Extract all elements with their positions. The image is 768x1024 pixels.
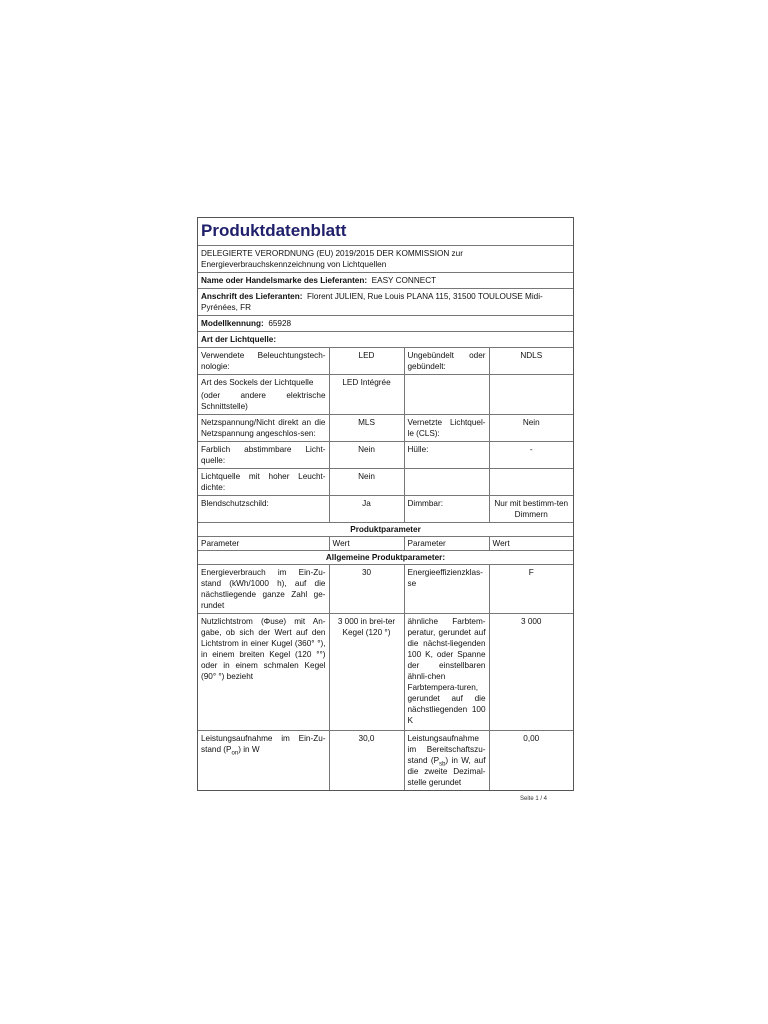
param-label-text: Leistungsaufnahme im Bereitschaftszu-stand (P	[407, 734, 486, 765]
model-label: Modellkennung:	[201, 319, 264, 328]
supplier-address-label: Anschrift des Lieferanten:	[201, 292, 303, 301]
page-title: Produktdatenblatt	[198, 218, 573, 246]
param-value: 3 000	[489, 614, 573, 731]
param-label-text: ) in W, auf die zweite Dezimal-stelle gerundet	[407, 756, 486, 787]
param-value	[489, 375, 573, 415]
param-label	[404, 731, 489, 791]
general-parameters-heading: Allgemeine Produktparameter:	[198, 551, 573, 565]
product-parameters-table	[198, 522, 573, 790]
column-header-row	[198, 537, 573, 551]
param-value: Nein	[329, 442, 404, 469]
table-row	[198, 731, 573, 791]
param-label: Energieeffizienzklas-se	[404, 565, 489, 614]
param-label: Dimmbar:	[404, 496, 489, 523]
supplier-address-row	[198, 289, 573, 316]
param-label: Netzspannung/Nicht direkt an die Netzspannung angeschlos-sen:	[198, 415, 329, 442]
subscript: sb	[439, 761, 446, 768]
param-value: 30	[329, 565, 404, 614]
supplier-name-value: EASY CONNECT	[371, 276, 437, 285]
section-heading-row	[198, 523, 573, 537]
supplier-address-value: Florent JULIEN, Rue Louis PLANA 115, 31500 TOULOUSE Midi-Pyrénées, FR	[201, 292, 543, 312]
param-label: ähnliche Farbtem-peratur, gerundet auf die nächst-liegenden 100 K, oder Spanne der einstellbaren ähnli-chen Farbtempera-turen, gerundet auf die nächstliegenden 100 K	[404, 614, 489, 731]
param-label-text: ) in W	[238, 745, 260, 754]
product-data-sheet	[197, 217, 574, 791]
param-value: -	[489, 442, 573, 469]
param-value: F	[489, 565, 573, 614]
param-label-line: Art des Sockels der Lichtquelle	[201, 378, 314, 387]
table-row	[198, 415, 573, 442]
light-source-type-table	[198, 348, 573, 522]
param-label: Hülle:	[404, 442, 489, 469]
param-value: 0,00	[523, 734, 540, 743]
table-row	[198, 348, 573, 375]
table-row	[198, 496, 573, 523]
param-label: Energieverbrauch im Ein-Zu-stand (kWh/1000 h), auf die nächstliegende ganze Zahl ge-rundet	[198, 565, 329, 614]
supplier-name-row	[198, 273, 573, 289]
page-number: Seite 1 / 4	[520, 796, 548, 802]
section-heading-row	[198, 551, 573, 565]
regulation-text: DELEGIERTE VERORDNUNG (EU) 2019/2015 DER KOMMISSION zur Energieverbrauchskennzeichnung von Lichtquellen	[198, 246, 573, 273]
model-row	[198, 316, 573, 332]
model-value: 65928	[268, 319, 292, 328]
param-value: Ja	[329, 496, 404, 523]
param-value	[489, 469, 573, 496]
param-value: 30,0	[329, 731, 404, 791]
table-row	[198, 614, 573, 731]
param-value: LED	[329, 348, 404, 375]
light-source-type-heading: Art der Lichtquelle:	[198, 332, 573, 348]
column-header: Parameter	[198, 537, 329, 551]
param-label	[198, 375, 329, 415]
param-value: MLS	[329, 415, 404, 442]
table-row	[198, 469, 573, 496]
param-label: Vernetzte Lichtquel-le (CLS):	[404, 415, 489, 442]
param-label	[198, 731, 329, 791]
param-value: Nein	[489, 415, 573, 442]
table-row	[198, 565, 573, 614]
param-label: Nutzlichtstrom (Φuse) mit An-gabe, ob sich der Wert auf den Lichtstrom in einer Kugel (360° °), in einem breiten Kegel (120 °°) oder in einem schmalen Kegel (90° °) bezieht	[198, 614, 329, 731]
param-label: Lichtquelle mit hoher Leucht-dichte:	[198, 469, 329, 496]
param-value: Nein	[329, 469, 404, 496]
table-row	[198, 375, 573, 415]
param-label: Ungebündelt oder gebündelt:	[404, 348, 489, 375]
param-label	[404, 375, 489, 415]
param-label	[404, 469, 489, 496]
param-label-line: (oder andere elektrische Schnittstelle)	[201, 391, 326, 411]
param-label-text: Leistungsaufnahme im Ein-Zu-stand (P	[201, 734, 326, 754]
param-label: Blendschutzschild:	[198, 496, 329, 523]
table-row	[198, 442, 573, 469]
param-label: Farblich abstimmbare Licht-quelle:	[198, 442, 329, 469]
column-header: Parameter	[404, 537, 489, 551]
product-parameters-heading: Produktparameter	[198, 523, 573, 537]
supplier-name-label: Name oder Handelsmarke des Lieferanten:	[201, 276, 368, 285]
param-value: Nur mit bestimm-ten Dimmern	[494, 499, 569, 519]
column-header: Wert	[329, 537, 404, 551]
subscript: on	[231, 750, 239, 757]
param-value: 3 000 in brei-ter Kegel (120 °)	[329, 614, 404, 731]
param-label: Verwendete Beleuchtungstech-nologie:	[198, 348, 329, 375]
param-value: NDLS	[489, 348, 573, 375]
param-value: LED Intégrée	[329, 375, 404, 415]
column-header: Wert	[489, 537, 573, 551]
